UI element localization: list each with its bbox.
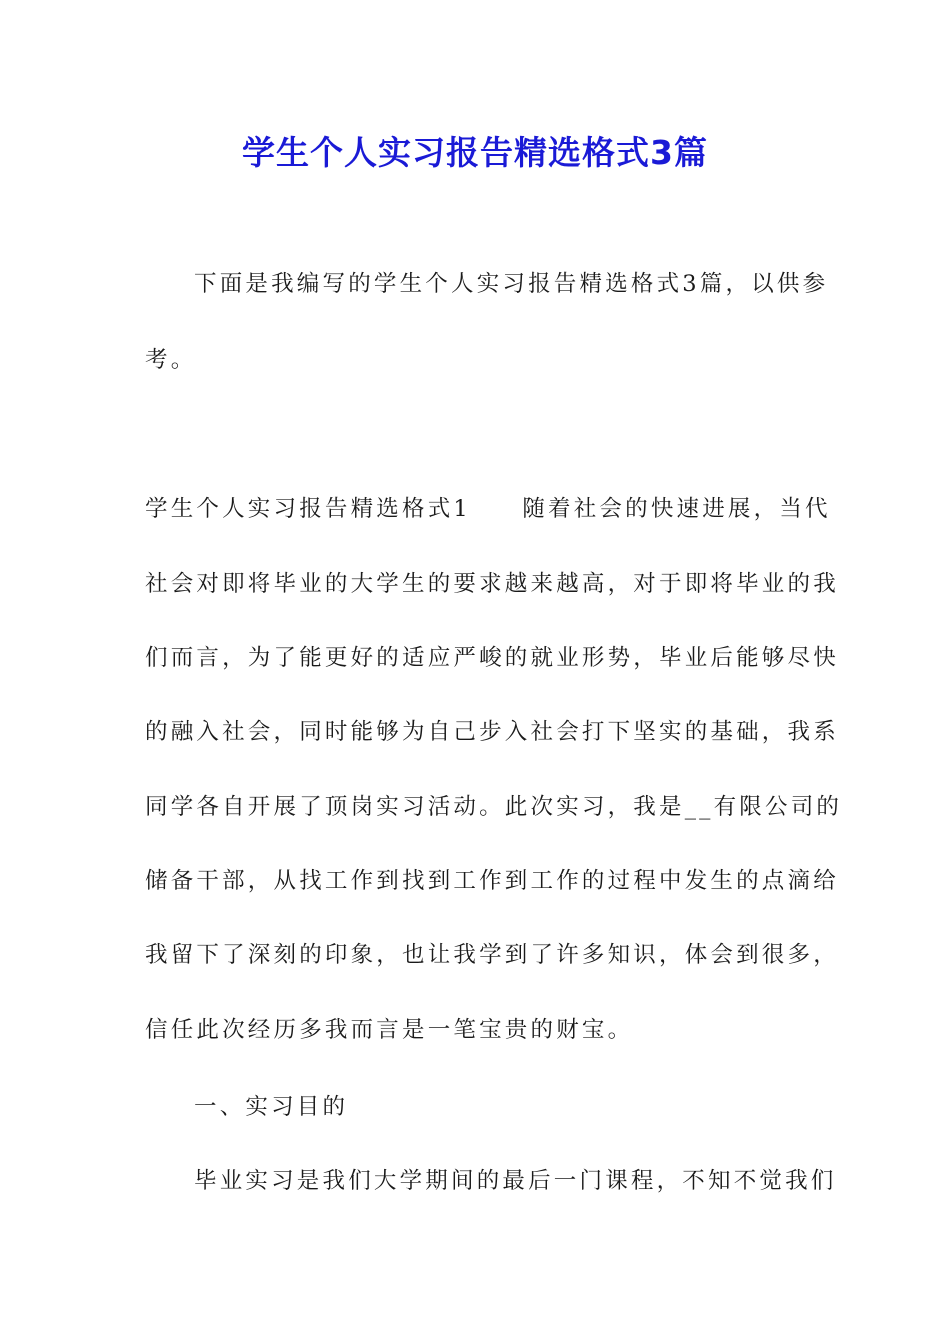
body-line-5: 同学各自开展了顶岗实习活动。此次实习，我是__有限公司的 xyxy=(145,794,843,820)
intro-line-2: 考。 xyxy=(145,347,197,373)
body-line-1: 学生个人实习报告精选格式1 随着社会的快速进展，当代 xyxy=(145,496,831,522)
document-title: 学生个人实习报告精选格式3篇 xyxy=(242,133,708,172)
section-heading: 一、实习目的 xyxy=(194,1094,349,1120)
body-line-6: 储备干部，从找工作到找到工作到工作的过程中发生的点滴给 xyxy=(145,868,839,894)
body-line-8: 信任此次经历多我而言是一笔宝贵的财宝。 xyxy=(145,1017,634,1043)
body-line-4: 的融入社会，同时能够为自己步入社会打下坚实的基础，我系 xyxy=(145,719,839,745)
intro-line-1: 下面是我编写的学生个人实习报告精选格式3篇，以供参 xyxy=(194,271,829,297)
body-line-2: 社会对即将毕业的大学生的要求越来越高，对于即将毕业的我 xyxy=(145,571,839,597)
body-line-7: 我留下了深刻的印象，也让我学到了许多知识，体会到很多， xyxy=(145,942,839,968)
section-body-line-1: 毕业实习是我们大学期间的最后一门课程，不知不觉我们 xyxy=(194,1168,837,1194)
body-line-3: 们而言，为了能更好的适应严峻的就业形势，毕业后能够尽快 xyxy=(145,645,839,671)
